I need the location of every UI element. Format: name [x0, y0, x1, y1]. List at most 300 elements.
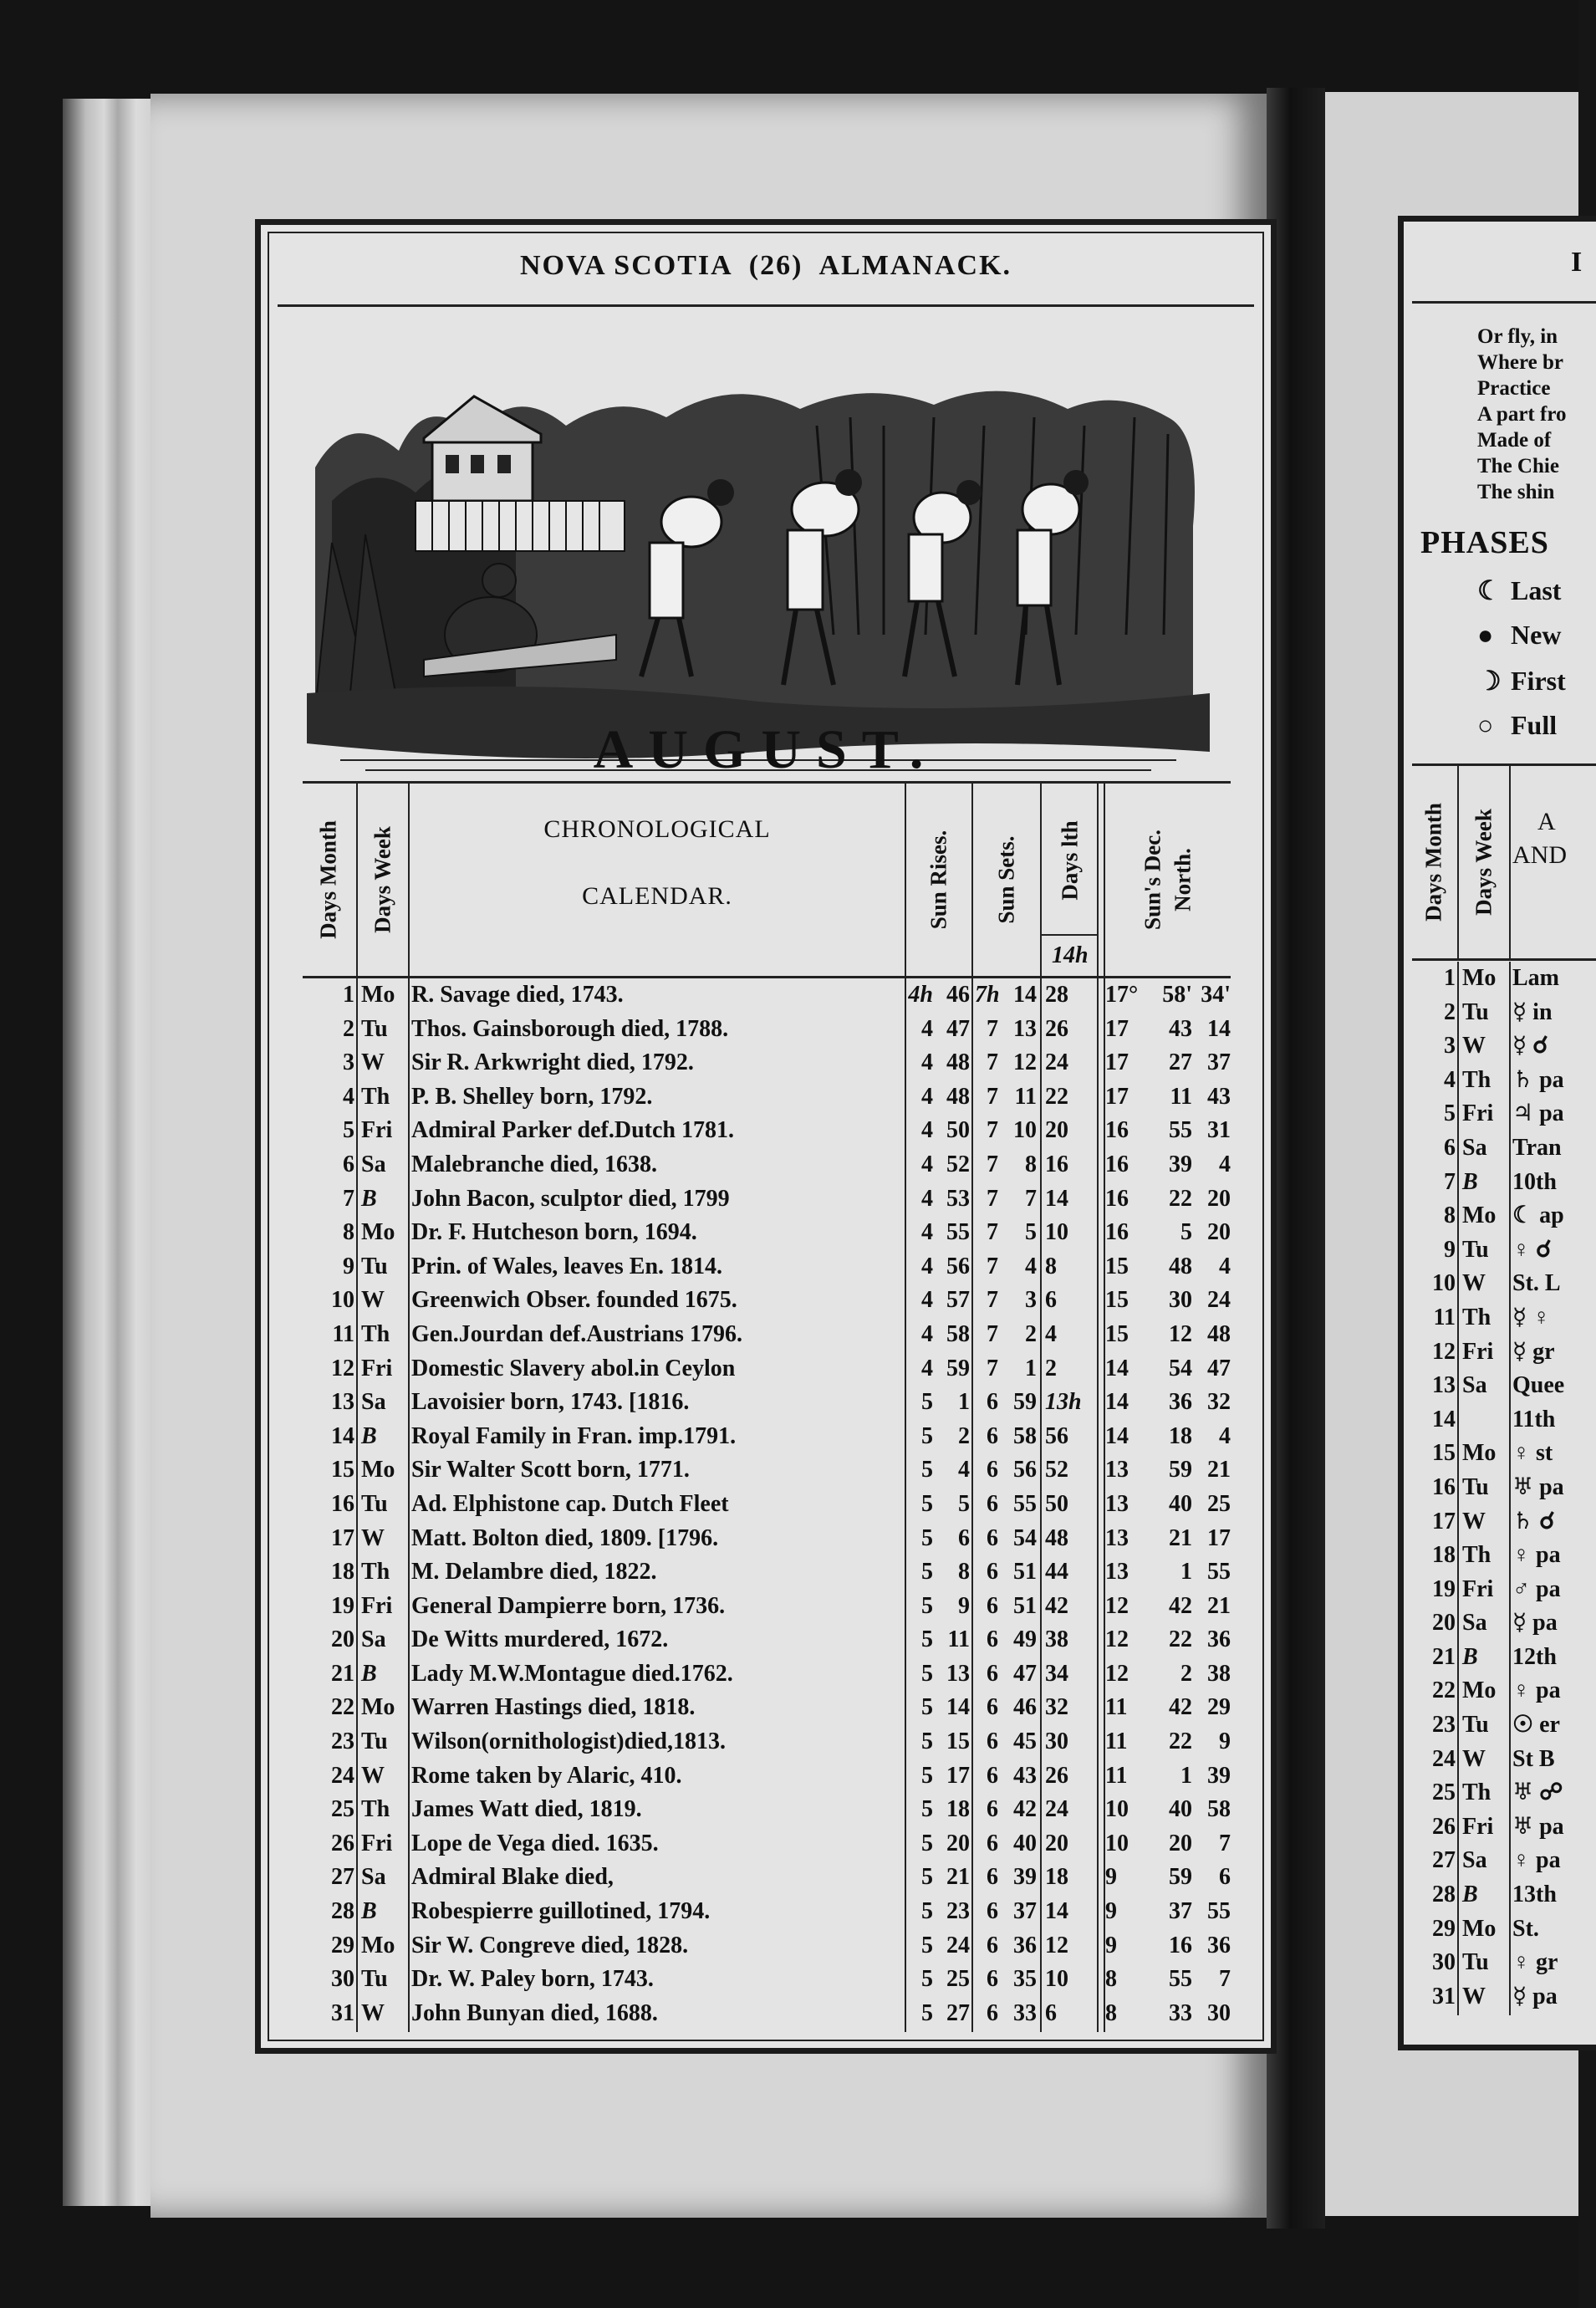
cell-sm: 2 — [1025, 1320, 1037, 1347]
moon-phase-icon: ○ — [1477, 710, 1494, 740]
cell-ev: Lady M.W.Montague died.1762. — [411, 1660, 733, 1687]
cell-sh: 7 — [987, 1320, 998, 1347]
cell-ev: Wilson(ornithologist)died,1813. — [411, 1728, 726, 1755]
cell-dl: 10 — [1045, 1219, 1068, 1246]
cell-ev: ☿ pa — [1512, 1610, 1558, 1637]
cell-wk: W — [1462, 1270, 1486, 1297]
cell-wk: Mo — [361, 1694, 395, 1721]
cell-dd: 9 — [1105, 1898, 1117, 1925]
cell-dm: 11 — [1170, 1083, 1192, 1110]
cell-dl: 16 — [1045, 1151, 1068, 1177]
cell-ds: 20 — [1207, 1219, 1231, 1246]
cell-day: 13 — [1432, 1372, 1456, 1399]
header-rule — [278, 304, 1254, 307]
cell-ev: St B — [1512, 1745, 1555, 1772]
cell-wk: Th — [361, 1320, 390, 1347]
cell-wk: Sa — [361, 1389, 386, 1416]
cell-dm: 12 — [1169, 1320, 1192, 1347]
sun-sets-header: Sun Sets. — [993, 835, 1019, 924]
cell-wk: Sa — [361, 1864, 386, 1891]
cell-dl: 28 — [1045, 982, 1068, 1008]
cell-sm: 45 — [1013, 1728, 1037, 1755]
cell-day: 20 — [1432, 1610, 1456, 1637]
cell-dm: 20 — [1169, 1830, 1192, 1856]
cell-day: 12 — [1432, 1338, 1456, 1365]
cell-day: 4 — [1444, 1066, 1456, 1093]
cell-sm: 33 — [1013, 1999, 1037, 2026]
next-page-header: I — [1571, 247, 1583, 278]
cell-dl: 52 — [1045, 1457, 1068, 1483]
cell-ev: ☿ gr — [1512, 1338, 1555, 1365]
cell-rm: 5 — [958, 1490, 970, 1517]
cell-dd: 14 — [1105, 1389, 1129, 1416]
cell-sm: 46 — [1013, 1694, 1037, 1721]
calendar-row — [303, 1691, 1231, 1725]
cell-sm: 51 — [1013, 1592, 1037, 1619]
cell-wk: Th — [1462, 1304, 1491, 1330]
cell-sh: 6 — [987, 1457, 998, 1483]
next-calendar-row — [1412, 1743, 1596, 1777]
cell-dm: 39 — [1169, 1151, 1192, 1177]
cell-dm: 2 — [1180, 1660, 1192, 1687]
cell-wk: W — [361, 1762, 385, 1789]
cell-sh: 6 — [987, 1389, 998, 1416]
cell-dd: 12 — [1105, 1660, 1129, 1687]
cell-rh: 4 — [921, 1219, 933, 1246]
next-calendar-row — [1412, 1980, 1596, 2014]
cell-dd: 13 — [1105, 1559, 1129, 1585]
cell-ds: 34' — [1201, 982, 1231, 1008]
next-calendar-row — [1412, 1131, 1596, 1166]
cell-dd: 17 — [1105, 1083, 1129, 1110]
cell-dl: 24 — [1045, 1049, 1068, 1076]
cell-rh: 5 — [921, 1592, 933, 1619]
calendar-row — [303, 1488, 1231, 1522]
calendar-row — [303, 1182, 1231, 1217]
cell-wk: Tu — [1462, 1712, 1489, 1739]
cell-sh: 6 — [987, 1966, 998, 1993]
calendar-table — [303, 781, 1231, 2030]
next-calendar-row — [1412, 996, 1596, 1030]
cell-ev: James Watt died, 1819. — [411, 1796, 642, 1823]
cell-rh: 5 — [921, 1999, 933, 2026]
cell-day: 7 — [343, 1185, 354, 1212]
cell-wk: Tu — [1462, 1236, 1489, 1263]
cell-rm: 27 — [946, 1999, 970, 2026]
next-calendar-row — [1412, 1539, 1596, 1573]
calendar-row — [303, 1929, 1231, 1963]
cell-wk: Th — [1462, 1542, 1491, 1569]
next-calendar-row — [1412, 1471, 1596, 1505]
calendar-row — [303, 1997, 1231, 2031]
cell-rm: 56 — [946, 1253, 970, 1279]
cell-sm: 14 — [1013, 982, 1037, 1008]
verse-line: Or fly, in — [1477, 325, 1558, 348]
cell-wk: Mo — [1462, 1203, 1497, 1229]
cell-ev: Greenwich Obser. founded 1675. — [411, 1287, 737, 1314]
cell-ev: ☉ er — [1512, 1712, 1560, 1739]
cell-dd: 14 — [1105, 1422, 1129, 1449]
cell-rm: 4 — [958, 1457, 970, 1483]
cell-day: 4 — [343, 1083, 354, 1110]
cell-dm: 22 — [1169, 1185, 1192, 1212]
cell-dm: 55 — [1169, 1117, 1192, 1144]
cell-sh: 7 — [987, 1151, 998, 1177]
calendar-row — [303, 1114, 1231, 1148]
calendar-row — [303, 1080, 1231, 1115]
calendar-row — [303, 1759, 1231, 1794]
cell-ds: 43 — [1207, 1083, 1231, 1110]
next-calendar-row — [1412, 1606, 1596, 1641]
cell-day: 15 — [1432, 1440, 1456, 1467]
cell-dm: 30 — [1169, 1287, 1192, 1314]
cell-ev: De Witts murdered, 1672. — [411, 1626, 669, 1653]
cell-dd: 10 — [1105, 1830, 1129, 1856]
next-calendar-row — [1412, 1233, 1596, 1268]
cell-rm: 23 — [946, 1898, 970, 1925]
cell-rm: 21 — [946, 1864, 970, 1891]
cell-wk: W — [361, 1287, 385, 1314]
cell-day: 20 — [331, 1626, 354, 1653]
almanac-panel — [255, 219, 1277, 2054]
cell-rm: 13 — [946, 1660, 970, 1687]
cell-day: 22 — [1432, 1677, 1456, 1704]
cell-ev: ♀ pa — [1512, 1542, 1561, 1569]
calendar-row — [303, 1827, 1231, 1861]
cell-dm: 59 — [1169, 1457, 1192, 1483]
cell-ds: 29 — [1207, 1694, 1231, 1721]
cell-dd: 11 — [1105, 1762, 1128, 1789]
suns-declination-header: Sun's Dec. North. — [1140, 829, 1196, 931]
cell-sh: 7 — [987, 1355, 998, 1381]
cell-dm: 1 — [1180, 1559, 1192, 1585]
cell-ev: St. L — [1512, 1270, 1561, 1297]
cell-ds: 31 — [1207, 1117, 1231, 1144]
cell-dd: 15 — [1105, 1320, 1129, 1347]
cell-wk: W — [1462, 1745, 1486, 1772]
phase-label: First — [1511, 666, 1566, 696]
cell-ds: 47 — [1207, 1355, 1231, 1381]
days-month-header: Days Month — [315, 820, 341, 939]
verse-line: A part fro — [1477, 403, 1567, 426]
cell-sh: 6 — [987, 1422, 998, 1449]
cell-sm: 12 — [1013, 1049, 1037, 1076]
cell-dm: 40 — [1169, 1490, 1192, 1517]
cell-day: 18 — [1432, 1542, 1456, 1569]
cell-dl: 42 — [1045, 1592, 1068, 1619]
cell-dl: 4 — [1045, 1320, 1057, 1347]
cell-day: 3 — [1444, 1033, 1456, 1060]
cell-ev: ☿ ☌ — [1512, 1033, 1548, 1060]
cell-wk: B — [1462, 1882, 1478, 1908]
cell-ds: 4 — [1219, 1422, 1231, 1449]
cell-rm: 18 — [946, 1796, 970, 1823]
cell-dl: 30 — [1045, 1728, 1068, 1755]
cell-dd: 11 — [1105, 1728, 1128, 1755]
cell-ds: 55 — [1207, 1559, 1231, 1585]
next-calendar-row — [1412, 1810, 1596, 1845]
cell-dm: 22 — [1169, 1728, 1192, 1755]
cell-sh: 7 — [987, 1117, 998, 1144]
cell-ds: 37 — [1207, 1049, 1231, 1076]
next-page-panel — [1398, 216, 1596, 2050]
cell-rm: 50 — [946, 1117, 970, 1144]
cell-dd: 16 — [1105, 1219, 1129, 1246]
cell-wk: W — [1462, 1508, 1486, 1534]
next-calendar-row — [1412, 1912, 1596, 1947]
cell-day: 2 — [1444, 998, 1456, 1025]
cell-dl: 26 — [1045, 1015, 1068, 1042]
cell-day: 19 — [331, 1592, 354, 1619]
cell-ds: 48 — [1207, 1320, 1231, 1347]
cell-dd: 13 — [1105, 1457, 1129, 1483]
cell-sh: 6 — [987, 1728, 998, 1755]
cell-rh: 4 — [921, 1320, 933, 1347]
cell-rh: 4 — [921, 1083, 933, 1110]
cell-sh: 6 — [987, 1999, 998, 2026]
cell-sm: 36 — [1013, 1932, 1037, 1958]
cell-dm: 54 — [1169, 1355, 1192, 1381]
calendar-row — [303, 1895, 1231, 1929]
cell-day: 5 — [343, 1117, 354, 1144]
cell-sm: 5 — [1025, 1219, 1037, 1246]
cell-dl: 50 — [1045, 1490, 1068, 1517]
cell-sh: 7 — [987, 1185, 998, 1212]
cell-rm: 48 — [946, 1083, 970, 1110]
cell-sm: 49 — [1013, 1626, 1037, 1653]
cell-ds: 7 — [1219, 1830, 1231, 1856]
cell-ev: St. — [1512, 1915, 1539, 1942]
cell-ds: 14 — [1207, 1015, 1231, 1042]
verse-line: Practice — [1477, 377, 1551, 400]
cell-ev: Tran — [1512, 1134, 1562, 1161]
cell-wk: Mo — [1462, 1440, 1497, 1467]
cell-wk: B — [1462, 1643, 1478, 1670]
cell-wk: Sa — [1462, 1372, 1487, 1399]
cell-dd: 8 — [1105, 1999, 1117, 2026]
cell-ds: 36 — [1207, 1932, 1231, 1958]
cell-ev: Sir W. Congreve died, 1828. — [411, 1932, 689, 1958]
cell-day: 24 — [1432, 1745, 1456, 1772]
cell-dl: 8 — [1045, 1253, 1057, 1279]
phase-item — [1477, 620, 1561, 651]
phases-title: PHASES — [1420, 525, 1549, 560]
cell-ev: Gen.Jourdan def.Austrians 1796. — [411, 1320, 742, 1347]
cell-day: 28 — [331, 1898, 354, 1925]
cell-ev: Admiral Parker def.Dutch 1781. — [411, 1117, 734, 1144]
calendar-row — [303, 978, 1231, 1013]
cell-sh: 6 — [987, 1559, 998, 1585]
cell-wk: Mo — [361, 1219, 395, 1246]
cell-wk: Mo — [361, 1457, 395, 1483]
cell-day: 16 — [331, 1490, 354, 1517]
calendar-row — [303, 1216, 1231, 1250]
cell-rh: 4 — [921, 1117, 933, 1144]
cell-rh: 4 — [921, 1049, 933, 1076]
cell-dm: 21 — [1169, 1524, 1192, 1551]
cell-dm: 27 — [1169, 1049, 1192, 1076]
cell-sh: 7h — [975, 982, 1000, 1008]
cell-wk: Fri — [1462, 1338, 1494, 1365]
cell-rh: 4 — [921, 1015, 933, 1042]
cell-sm: 11 — [1014, 1083, 1037, 1110]
calendar-row — [303, 1386, 1231, 1420]
next-calendar-row — [1412, 962, 1596, 996]
cell-ev: Sir Walter Scott born, 1771. — [411, 1457, 690, 1483]
cell-day: 26 — [331, 1830, 354, 1856]
cell-wk: Tu — [1462, 1949, 1489, 1976]
cell-sm: 3 — [1025, 1287, 1037, 1314]
cell-sm: 54 — [1013, 1524, 1037, 1551]
cell-day: 16 — [1432, 1473, 1456, 1500]
cell-ds: 36 — [1207, 1626, 1231, 1653]
cell-ev: 13th — [1512, 1882, 1557, 1908]
cell-sm: 59 — [1013, 1389, 1037, 1416]
cell-ds: 20 — [1207, 1185, 1231, 1212]
cell-dl: 44 — [1045, 1559, 1068, 1585]
cell-day: 5 — [1444, 1100, 1456, 1127]
cell-dm: 43 — [1169, 1015, 1192, 1042]
cell-day: 18 — [331, 1559, 354, 1585]
cell-ev: Dr. W. Paley born, 1743. — [411, 1966, 654, 1993]
cell-rm: 53 — [946, 1185, 970, 1212]
cell-day: 12 — [331, 1355, 354, 1381]
cell-rh: 5 — [921, 1728, 933, 1755]
cell-rh: 5 — [921, 1660, 933, 1687]
moon-phase-icon: ☽ — [1477, 666, 1502, 696]
cell-ev: John Bunyan died, 1688. — [411, 1999, 658, 2026]
phase-label: Last — [1511, 575, 1562, 605]
cell-ev: ☿ in — [1512, 998, 1553, 1025]
cell-dm: 48 — [1169, 1253, 1192, 1279]
cell-wk: Mo — [361, 1932, 395, 1958]
cell-sh: 7 — [987, 1253, 998, 1279]
next-page-rule — [1412, 301, 1596, 304]
cell-dm: 36 — [1169, 1389, 1192, 1416]
cell-dm: 37 — [1169, 1898, 1192, 1925]
cell-wk: Fri — [361, 1830, 393, 1856]
cell-ev: 10th — [1512, 1168, 1557, 1195]
cell-day: 8 — [1444, 1203, 1456, 1229]
cell-dd: 16 — [1105, 1151, 1129, 1177]
cell-ev: ♂ pa — [1512, 1575, 1561, 1602]
cell-dl: 12 — [1045, 1932, 1068, 1958]
cell-day: 17 — [1432, 1508, 1456, 1534]
cell-day: 23 — [1432, 1712, 1456, 1739]
cell-rm: 14 — [946, 1694, 970, 1721]
cell-sh: 7 — [987, 1015, 998, 1042]
next-calendar-row — [1412, 1199, 1596, 1233]
cell-ds: 38 — [1207, 1660, 1231, 1687]
cell-ev: Admiral Blake died, — [411, 1864, 614, 1891]
cell-ev: ♀ gr — [1512, 1949, 1558, 1976]
cell-rh: 5 — [921, 1626, 933, 1653]
cell-sm: 13 — [1013, 1015, 1037, 1042]
cell-dd: 11 — [1105, 1694, 1128, 1721]
cell-rh: 5 — [921, 1762, 933, 1789]
cell-day: 1 — [1444, 965, 1456, 991]
next-calendar-row — [1412, 1674, 1596, 1708]
cell-sm: 8 — [1025, 1151, 1037, 1177]
cell-rm: 46 — [946, 982, 970, 1008]
cell-rh: 4 — [921, 1185, 933, 1212]
cell-dm: 5 — [1180, 1219, 1192, 1246]
cell-wk: Fri — [361, 1592, 393, 1619]
cell-rh: 5 — [921, 1389, 933, 1416]
cell-sm: 56 — [1013, 1457, 1037, 1483]
cell-rh: 5 — [921, 1966, 933, 1993]
cell-dm: 18 — [1169, 1422, 1192, 1449]
cell-sm: 37 — [1013, 1898, 1037, 1925]
cell-dl: 14 — [1045, 1185, 1068, 1212]
cell-day: 7 — [1444, 1168, 1456, 1195]
cell-wk: Mo — [361, 982, 395, 1008]
calendar-row — [303, 1657, 1231, 1692]
cell-day: 8 — [343, 1219, 354, 1246]
cell-day: 14 — [331, 1422, 354, 1449]
calendar-row — [303, 1522, 1231, 1556]
cell-wk: Mo — [1462, 965, 1497, 991]
cell-rh: 5 — [921, 1864, 933, 1891]
cell-dl: 6 — [1045, 1287, 1057, 1314]
cell-ds: 25 — [1207, 1490, 1231, 1517]
cell-day: 15 — [331, 1457, 354, 1483]
cell-dd: 10 — [1105, 1796, 1129, 1823]
cell-sm: 1 — [1025, 1355, 1037, 1381]
cell-sh: 7 — [987, 1049, 998, 1076]
calendar-row — [303, 1250, 1231, 1284]
cell-day: 14 — [1432, 1406, 1456, 1432]
days-week-header: Days Week — [370, 826, 395, 933]
cell-wk: Fri — [361, 1117, 393, 1144]
cell-ev: Malebranche died, 1638. — [411, 1151, 657, 1177]
cell-rm: 55 — [946, 1219, 970, 1246]
cell-rh: 5 — [921, 1932, 933, 1958]
cell-wk: Th — [361, 1796, 390, 1823]
cell-day: 11 — [332, 1320, 354, 1347]
cell-sm: 51 — [1013, 1559, 1037, 1585]
calendar-row — [303, 1318, 1231, 1352]
cell-dm: 40 — [1169, 1796, 1192, 1823]
cell-dl: 56 — [1045, 1422, 1068, 1449]
cell-wk: Sa — [1462, 1610, 1487, 1637]
cell-rm: 59 — [946, 1355, 970, 1381]
cell-sh: 6 — [987, 1898, 998, 1925]
cell-ds: 55 — [1207, 1898, 1231, 1925]
cell-dd: 12 — [1105, 1592, 1129, 1619]
cell-sm: 7 — [1025, 1185, 1037, 1212]
next-calendar-row — [1412, 1878, 1596, 1912]
cell-rm: 47 — [946, 1015, 970, 1042]
next-calendar-row — [1412, 1335, 1596, 1370]
cell-ev: R. Savage died, 1743. — [411, 982, 624, 1008]
cell-wk: Tu — [361, 1490, 388, 1517]
calendar-row — [303, 1420, 1231, 1454]
cell-ev: Ad. Elphistone cap. Dutch Fleet — [411, 1490, 729, 1517]
calendar-row — [303, 1555, 1231, 1590]
cell-ds: 39 — [1207, 1762, 1231, 1789]
cell-rh: 4 — [921, 1151, 933, 1177]
calendar-row — [303, 1861, 1231, 1895]
cell-sm: 58 — [1013, 1422, 1037, 1449]
next-calendar-header: Days Month Days Week A AND — [1412, 763, 1596, 961]
cell-dd: 9 — [1105, 1932, 1117, 1958]
cell-day: 9 — [343, 1253, 354, 1279]
cell-rm: 25 — [946, 1966, 970, 1993]
cell-wk: Mo — [1462, 1915, 1497, 1942]
cell-sm: 39 — [1013, 1864, 1037, 1891]
cell-rm: 15 — [946, 1728, 970, 1755]
